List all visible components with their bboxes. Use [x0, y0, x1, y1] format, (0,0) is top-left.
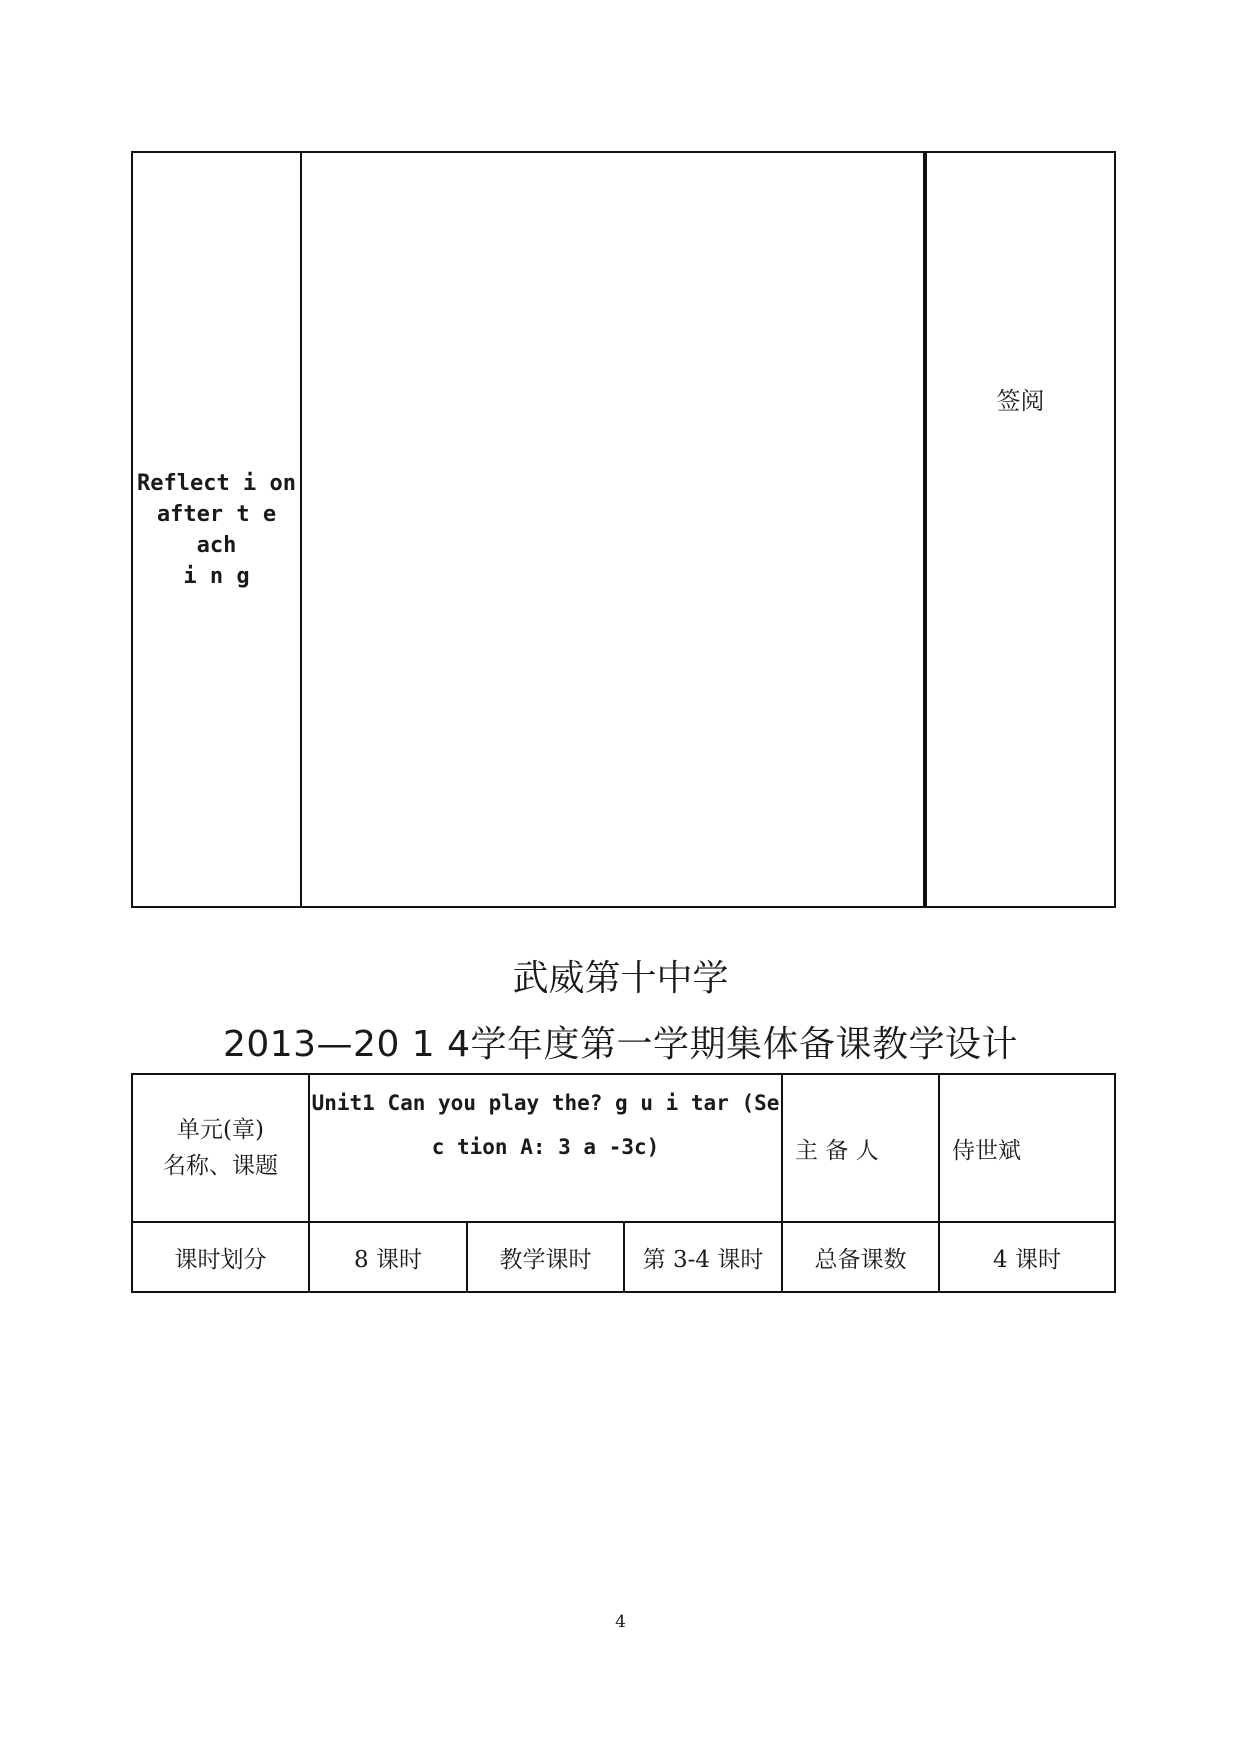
unit-label-line: 单元(章): [177, 1117, 264, 1143]
page-number: 4: [615, 1612, 626, 1632]
topic-cell: [309, 1074, 782, 1222]
preparer-name: 侍世斌: [939, 1074, 1115, 1222]
period-division-label: 课时划分: [132, 1222, 309, 1292]
reflection-label-line: i n g: [183, 563, 250, 589]
school-name: 武威第十中学: [512, 958, 729, 999]
period-division-value: 8 课时: [309, 1222, 467, 1292]
reflection-label-line: Reflect i on: [137, 470, 296, 496]
reflection-content-cell[interactable]: [301, 152, 925, 907]
teaching-period-label: 教学课时: [467, 1222, 624, 1292]
sign-label: 签阅: [996, 387, 1045, 415]
total-label: 总备课数: [782, 1222, 939, 1292]
reflection-label-cell: [132, 152, 301, 907]
topic-line: Unit1 Can you play the? g u i tar (Se: [311, 1091, 780, 1115]
teaching-period-value: 第 3-4 课时: [624, 1222, 782, 1292]
reflection-label-line: after t e ach: [156, 501, 277, 558]
sign-cell: [925, 152, 1115, 907]
unit-label-line: 名称、课题: [163, 1153, 278, 1179]
topic-line: c tion A: 3 a -3c): [431, 1135, 660, 1159]
preparer-label: 主 备 人: [782, 1074, 939, 1222]
total-value: 4 课时: [939, 1222, 1115, 1292]
reflection-table: [131, 151, 1116, 908]
lesson-info-table: [131, 1073, 1116, 1293]
plan-title: 2013—20 1 4学年度第一学期集体备课教学设计: [222, 1024, 1019, 1065]
unit-label-cell: [132, 1074, 309, 1222]
